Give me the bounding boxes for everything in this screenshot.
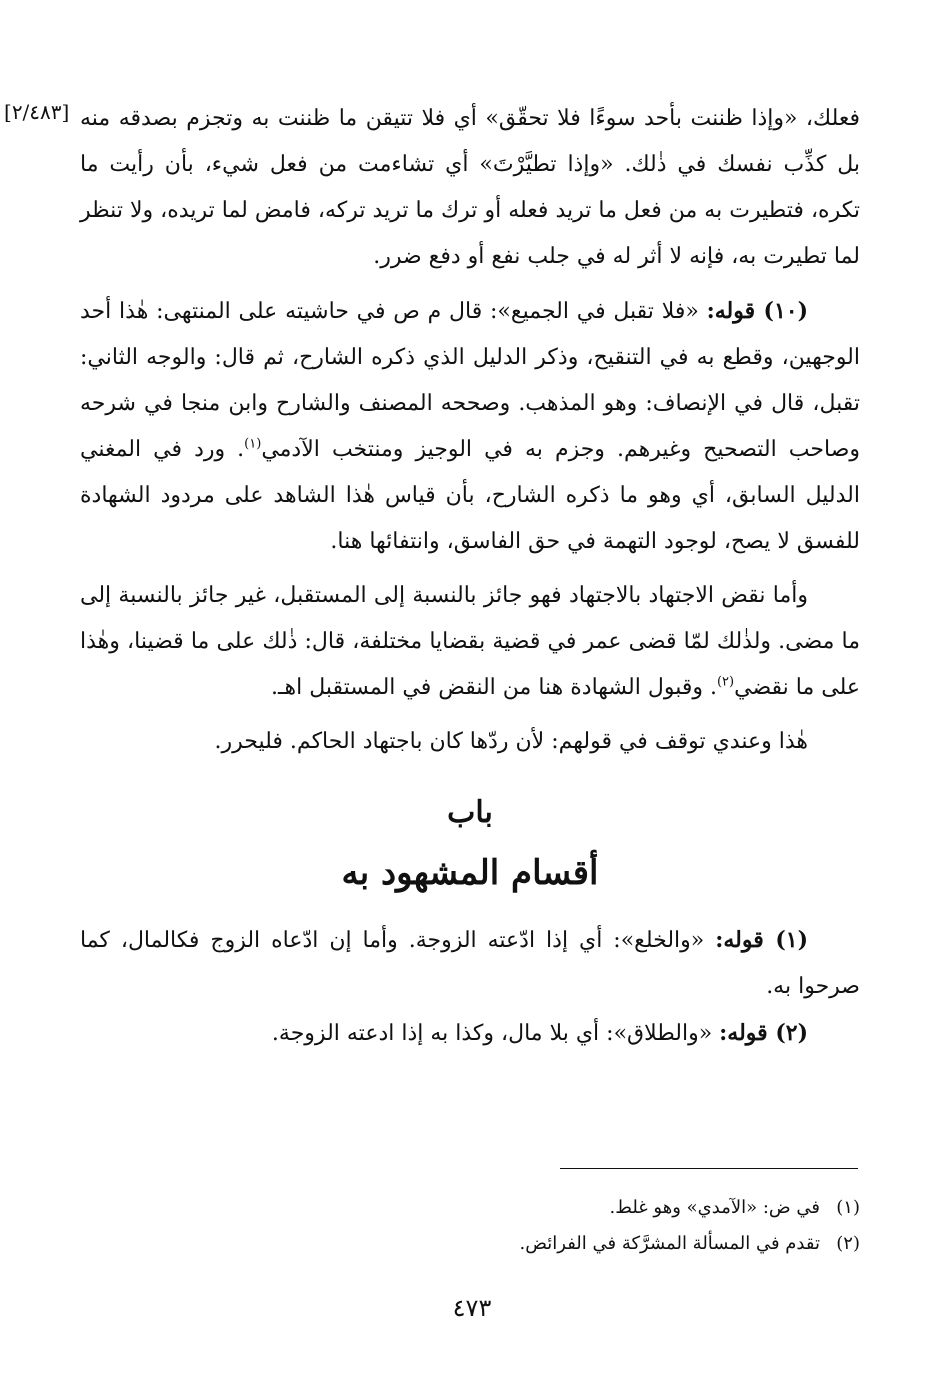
paragraph-4: هٰذا وعندي توقف في قولهم: لأن ردّها كان باجتهاد الحاكم. فليحرر. [214, 729, 808, 754]
paragraph-2-text-a: «فلا تقبل في الجميع»: قال م ص في حاشيته على المنتهى: هٰذا أحد الوجهين، وقطع به في التنقيح، وذكر الدليل الذي ذكره الشارح، ثم قال: والوجه الثاني: تقبل، قال في الإنصاف: وهو المذهب. وصححه المصنف والشارح وابن منجا في شرحه وصاحب التصحيح وغيرهم. وجزم به في الوجيز ومنتخب الآدمي [80, 299, 861, 462]
footnotes [80, 1190, 860, 1262]
margin-reference: [٢/٤٨٣] [4, 100, 70, 124]
footnote-2-text: تقدم في المسألة المشرَّكة في الفرائض. [519, 1233, 820, 1254]
footnote-2 [80, 1226, 860, 1262]
footnote-ref-1[interactable]: (١) [244, 436, 262, 452]
paragraph-1: فعلك، «وإذا ظننت بأحد سوءًا فلا تحقّق» أي فلا تتيقن ما ظننت به وتجزم بصدقه منه بل كذِّب نفسك في ذٰلك. «وإذا تطيَّرْتَ» أي تشاءمت من فعل شيء، بأن رأيت ما تكره، فتطيرت به من فعل ما تريد فعله أو ترك ما تريد تركه، فامض لما تريده، ولا تنظر لما تطيرت به، فإنه لا أثر له في جلب نفع أو دفع ضرر. [80, 106, 860, 269]
paragraph-2 [80, 288, 860, 565]
chapter-label: باب [447, 795, 493, 830]
item-2-label: (٢) قوله: [719, 1020, 808, 1046]
footnote-1-text: في ض: «الآمدي» وهو غلط. [609, 1197, 820, 1218]
paragraph-2-label: (١٠) قوله: [706, 298, 809, 324]
chapter-title: أقسام المشهود به [341, 853, 599, 893]
footnote-1 [80, 1190, 860, 1226]
footnote-ref-2[interactable]: (٢) [716, 674, 735, 690]
footnote-1-number: (١) [836, 1197, 860, 1218]
footnote-2-number: (٢) [836, 1233, 860, 1254]
main-text [80, 96, 860, 1057]
item-1-text: «والخلع»: أي إذا ادّعته الزوجة. وأما إن ادّعاه الزوج فكالمال، كما صرحوا به. [80, 928, 860, 999]
page-number: ٤٧٣ [452, 1294, 492, 1322]
paragraph-3 [80, 573, 860, 711]
footnote-divider [560, 1168, 858, 1169]
item-2-text: «والطلاق»: أي بلا مال، وكذا به إذا ادعته الزوجة. [271, 1021, 713, 1046]
item-2 [80, 1010, 860, 1057]
paragraph-3-text-b: . وقبول الشهادة هنا من النقض في المستقبل اهـ. [271, 675, 717, 700]
item-1 [80, 917, 860, 1010]
paragraph-2-text-b: . ورد في المغني الدليل السابق، أي وهو ما ذكره الشارح، بأن قياس هٰذا الشاهد على مردود الشهادة للفسق لا يصح، لوجود التهمة في حق الفاسق، وانتفائها هنا. [80, 437, 860, 554]
paragraph-3-text-a: وأما نقض الاجتهاد بالاجتهاد فهو جائز بالنسبة إلى المستقبل، غير جائز بالنسبة إلى ما مضى. ولذٰلك لمّا قضى عمر في قضية بقضايا مختلفة، قال: ذٰلك على ما قضينا، وهٰذا على ما نقضي [80, 583, 860, 700]
item-1-label: (١) قوله: [715, 927, 808, 953]
